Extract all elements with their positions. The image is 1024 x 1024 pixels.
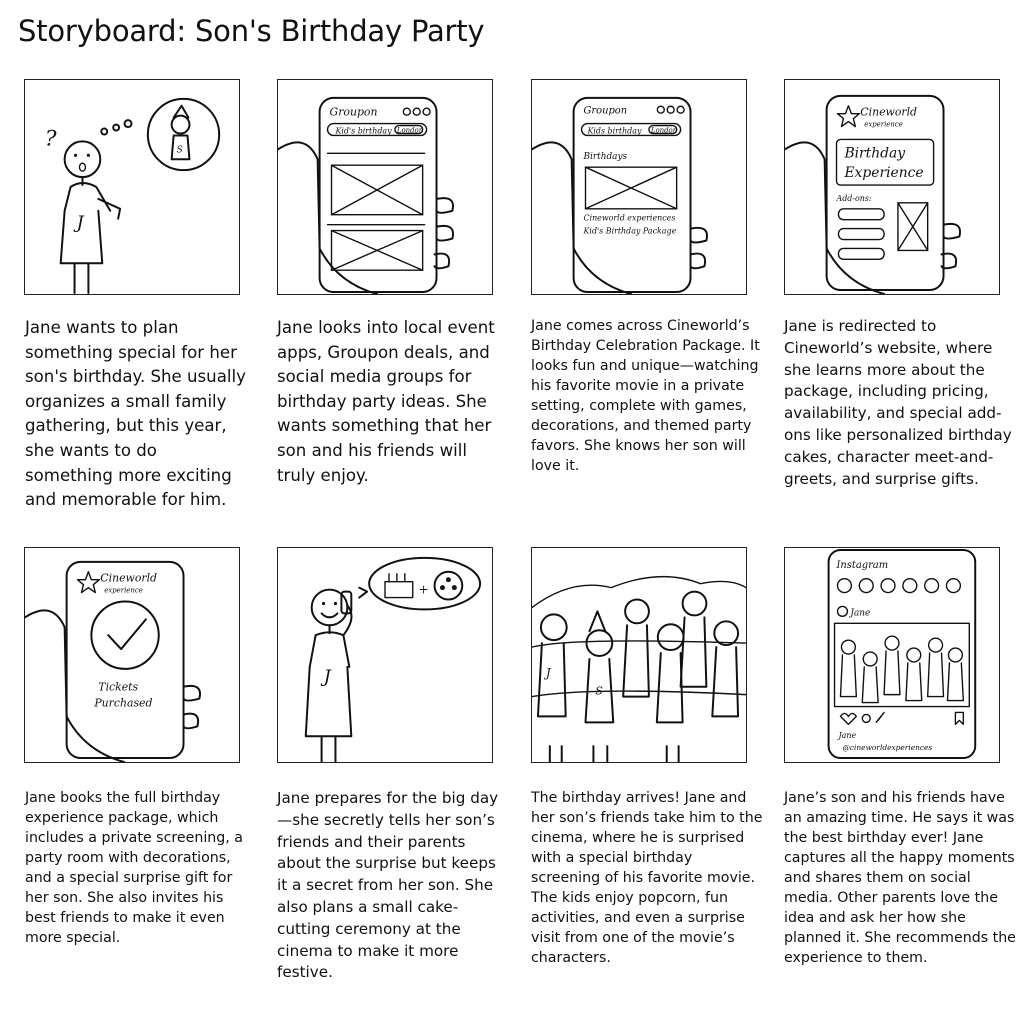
check-icon xyxy=(108,619,146,649)
panel-2-caption: Jane looks into local event apps, Groupon deals, and social media groups for birthday party ideas. She wants something that her son and his friends will truly enjoy. xyxy=(277,318,495,485)
phone-tickets-purchased-sketch xyxy=(25,548,239,762)
svg-text:+: + xyxy=(418,582,429,597)
svg-text:S: S xyxy=(595,684,603,698)
kids-group xyxy=(538,592,738,762)
panel-5-caption: Jane books the full birthday experience package, which includes a private screening, a party room with decorations, and a special surprise gift for her son. She also invites his best friends to make it even more special. xyxy=(25,790,243,946)
listing-line-1: Cineworld experiences xyxy=(583,213,676,223)
status-line-2: Purchased xyxy=(94,696,153,710)
panel-8-caption: Jane’s son and his friends have an amazing time. He says it was the best birthday ever! Jane captures all the happy moments and shares them on social media. Other parents love the idea and ask her how she planned it. She recommends the experience to them. xyxy=(784,790,1016,966)
groupon-label: Groupon xyxy=(329,105,378,119)
search-text: Kids birthday xyxy=(587,126,642,136)
jane-thinking-sketch xyxy=(25,80,239,294)
phone-cineworld-listing-sketch xyxy=(532,80,746,294)
heading-line-1: Birthday xyxy=(844,145,906,162)
svg-text:J: J xyxy=(76,212,84,234)
panel-1-sketch xyxy=(24,79,240,295)
brand-name: Cineworld xyxy=(100,571,158,585)
status-line-1: Tickets xyxy=(98,680,139,694)
search-text: Kid's birthday xyxy=(335,126,392,136)
caption-user: Jane xyxy=(838,731,857,741)
panel-8-sketch xyxy=(784,547,1000,763)
panel-1-caption: Jane wants to plan something special for her son's birthday. She usually organizes a small family gathering, but this year, she wants to do something more exciting and memorable for him. xyxy=(25,318,246,510)
groupon-label: Groupon xyxy=(583,105,628,117)
location-chip: London xyxy=(650,126,678,135)
brand-name: Cineworld xyxy=(860,105,918,119)
avatar xyxy=(838,606,848,616)
share-icon xyxy=(876,712,884,722)
jane-phone-call-sketch xyxy=(278,548,492,762)
panel-2-sketch xyxy=(277,79,493,295)
question-mark: ? xyxy=(44,126,57,152)
svg-text:J: J xyxy=(545,665,551,680)
phone-instagram-post-sketch xyxy=(785,548,999,762)
brand-sub: experience xyxy=(864,120,903,129)
star-icon xyxy=(838,106,860,127)
panel-4-sketch xyxy=(784,79,1000,295)
section-label: Birthdays xyxy=(583,152,628,163)
panel-6-sketch xyxy=(277,547,493,763)
location-chip: London xyxy=(396,126,424,135)
comment-icon xyxy=(862,714,870,722)
heart-icon xyxy=(840,713,856,724)
caption-tag: @cineworldexperiences xyxy=(842,743,933,753)
post-user: Jane xyxy=(850,608,871,619)
heading-line-2: Experience xyxy=(844,165,924,182)
bookmark-icon xyxy=(955,712,963,724)
instagram-label: Instagram xyxy=(836,559,889,571)
check-circle-icon xyxy=(91,602,158,669)
panel-4-caption: Jane is redirected to Cineworld’s website, where she learns more about the package, including pricing, availability, and special add-ons like personalized birthday cakes, character meet-and-greets, and surprise gifts. xyxy=(784,317,1012,488)
phone-groupon-sketch xyxy=(278,80,492,294)
cinema-crowd-sketch xyxy=(532,548,746,762)
page-title: Storyboard: Son's Birthday Party xyxy=(18,14,485,48)
panel-7-sketch xyxy=(531,547,747,763)
panel-6-caption: Jane prepares for the big day—she secretly tells her son’s friends and their parents about the surprise but keeps it a secret from her son. She also plans a small cake-cutting ceremony at the cinema to make it more festive. xyxy=(277,789,499,982)
jane-dress xyxy=(61,183,111,263)
addons-label: Add-ons: xyxy=(836,193,872,203)
film-reel-icon xyxy=(435,572,463,600)
cake-icon xyxy=(385,582,413,598)
star-icon xyxy=(78,572,100,593)
panel-3-sketch xyxy=(531,79,747,295)
svg-text:J: J xyxy=(323,666,331,688)
panel-5-sketch xyxy=(24,547,240,763)
svg-text:S: S xyxy=(176,145,183,156)
listing-line-2: Kid's Birthday Package xyxy=(583,226,677,236)
panel-7-caption: The birthday arrives! Jane and her son’s friends take him to the cinema, where he is surprised with a special birthday screening of his favorite movie. The kids enjoy popcorn, fun activities, and even a surprise visit from one of the movie’s characters. xyxy=(531,790,763,966)
brand-sub: experience xyxy=(104,586,143,595)
panel-3-caption: Jane comes across Cineworld’s Birthday Celebration Package. It looks fun and unique—watching his favorite movie in a private setting, complete with games, decorations, and themed party favors. She knows her son will love it. xyxy=(531,318,760,474)
phone-cineworld-website-sketch xyxy=(785,80,999,294)
